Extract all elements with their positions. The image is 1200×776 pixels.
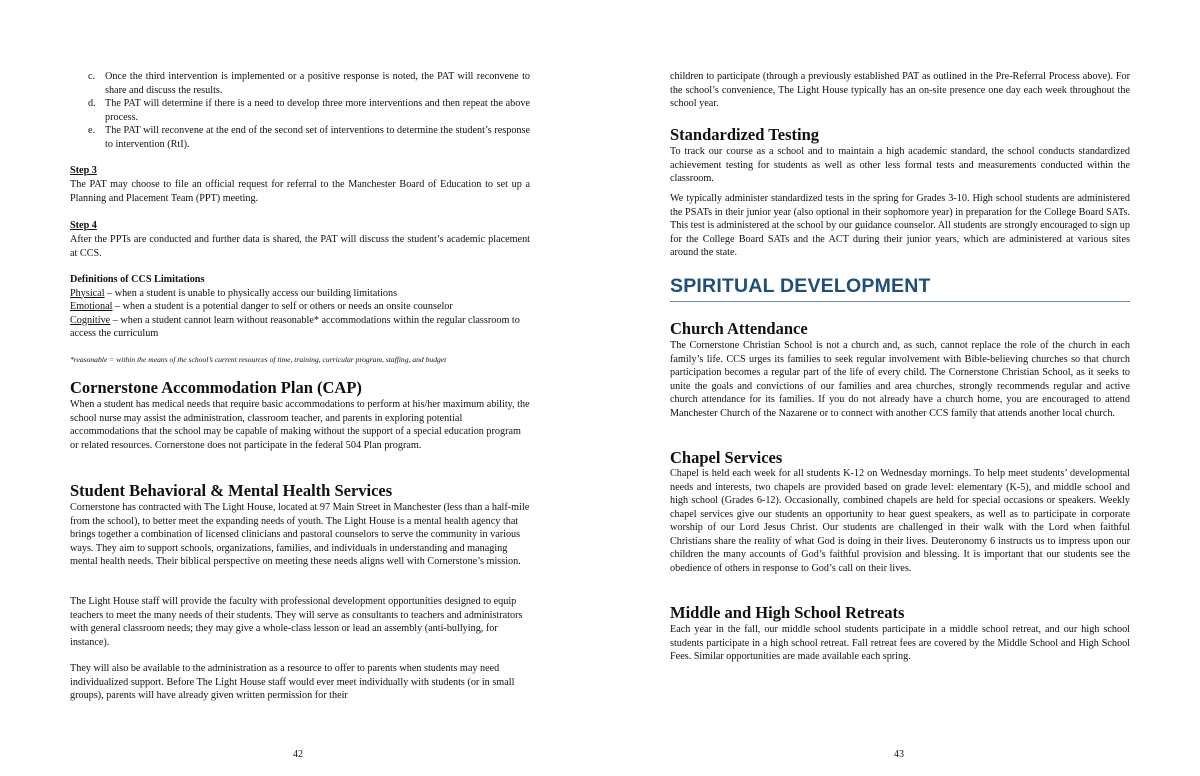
retreats-text: Each year in the fall, our middle school students participate in a middle school retreat, and our high school students participate in a high school retreat. Fall retreat fees are covered by the Middle School and High School Fees. Similar opportunities are made available each spring. (670, 624, 1130, 662)
right-page-lower (600, 0, 1200, 776)
list-item (70, 70, 530, 97)
testing-paragraph-2: We typically administer standardized tests in the spring for Grades 3-10. High school students are administered the PSATs in their junior year (also optional in their sophomore year) in preparation for the College Board SATs. This test is administered at the school by our guidance counselor. All students are strongly encouraged to sign up for the College Board SATs and the ACT during their junior years, which are administered at various sites around the state. (670, 193, 1130, 258)
cognitive-text: – when a student cannot learn without reasonable* accommodations within the regular classroom to access the curriculum (70, 314, 520, 339)
page-number: 42 (293, 749, 303, 760)
list-text: The PAT will reconvene at the end of the second set of interventions to determine the student’s response to intervention (RtI). (105, 125, 530, 150)
continued-text: children to participate (through a previously established PAT as outlined in the Pre-Referral Process above). For the school’s convenience, The Light House typically has an on-site presence one day each week throughout the school year. (670, 71, 1130, 109)
list-item (70, 97, 530, 124)
step3-heading: Step 3 (70, 165, 97, 176)
page-number: 43 (894, 749, 904, 760)
list-marker: d. (88, 98, 96, 109)
church-heading: Church Attendance (670, 319, 808, 338)
list-item (70, 124, 530, 151)
step4-heading: Step 4 (70, 220, 97, 231)
cap-heading: Cornerstone Accommodation Plan (CAP) (70, 378, 362, 397)
term-physical: Physical (70, 287, 105, 299)
cap-text: When a student has medical needs that require basic accommodations to perform at his/her maximum ability, the school nurse may assist the administration, classroom teacher, and parents in exploring potential accommodations that the school may be capable of making without the support of a special education program or related resources. Cornerstone does not participate in the federal 504 Plan program. (70, 399, 530, 451)
footnote: *reasonable = within the means of the school’s current resources of time, training, curricular program, staffing, and budget (70, 355, 447, 364)
sbmh-paragraph-3: They will also be available to the administration as a resource to offer to parents when students may need individualized support. Before The Light House staff would ever meet individually with students (or in small groups), parents will have already given written permission for their (70, 663, 515, 701)
list-marker: e. (88, 125, 96, 136)
definitions-title: Definitions of CCS Limitations (70, 274, 205, 285)
sbmh-paragraph-1: Cornerstone has contracted with The Light House, located at 97 Main Street in Manchester (less than a half-mile from the school), to better meet the expanding needs of youth. The Light House is a mental health agency that brings together a combination of licensed clinicians and pastoral counselors to serve the community in various ways. They aim to support schools, organizations, families, and individuals in understanding and managing mental health needs. Their biblical perspective on meeting these needs aligns well with Cornerstone’s mission. (70, 502, 530, 567)
definitions-block (70, 273, 530, 341)
definition-physical (70, 287, 530, 301)
list-text: The PAT will determine if there is a need to develop three more interventions and then repeat the above process. (105, 98, 530, 123)
sbmh-paragraph-2: The Light House staff will provide the faculty with professional development opportunities designed to equip teachers to meet the many needs of their students. They will serve as consultants to teachers and administrators with general classroom needs; they may give a whole-class lesson or lead an assembly (anti-bullying, for instance). (70, 596, 523, 648)
list-text: Once the third intervention is implemented or a positive response is noted, the PAT will reconvene to share and discuss the results. (105, 71, 530, 96)
list-marker: c. (88, 71, 96, 82)
sbmh-heading: Student Behavioral & Mental Health Services (70, 481, 393, 500)
definition-cognitive (70, 314, 530, 341)
term-cognitive: Cognitive (70, 314, 111, 326)
definition-emotional (70, 300, 530, 314)
emotional-text: – when a student is a potential danger to self or others or needs an onsite counselor (112, 301, 453, 312)
testing-paragraph-1: To track our course as a school and to maintain a high academic standard, the school conducts standardized achievement testing for students as well as other less formal tests and measurements conducted within the classroom. (670, 146, 1130, 184)
physical-text: – when a student is unable to physically access our building limitations (104, 287, 398, 299)
retreats-heading: Middle and High School Retreats (670, 603, 905, 622)
section-title: SPIRITUAL DEVELOPMENT (670, 275, 931, 297)
chapel-text: Chapel is held each week for all students K-12 on Wednesday mornings. To help meet students’ developmental needs and interests, two chapels are provided based on grade level: elementary (K-5), and middle school and high school (Grades 6-12). Occasionally, combined chapels are held for special occasions or speakers. Weekly chapel services give our students an opportunity to hear guest speakers, as well as to participate in corporate worship of our Lord Jesus Christ. Our students are challenged in their walk with the Lord when faithful Christians share the reality of what God is doing in their lives. Deuteronomy 6 instructs us to impress upon our children the many accounts of God’s faithful provision and blessing. It is important that our students see the obedience of others in response to God’s call on their lives. (670, 468, 1130, 574)
term-emotional: Emotional (70, 301, 113, 312)
church-text: The Cornerstone Christian School is not a church and, as such, cannot replace the role of the church in each family’s life. CCS urges its families to seek regular involvement with Bible-believing churches so that church participation becomes a regular part of the life of every child. The Cornerstone Christian School, as it seeks to unite the goals and convictions of our families and area churches, strongly recommends regular and active church attendance for its families. If you do not already have a church home, you are encouraged to attend Manchester Church of the Nazarene or to connect with another CCS family that attends another local church. (670, 340, 1130, 419)
testing-heading: Standardized Testing (670, 125, 819, 144)
step4-text: After the PPTs are conducted and further data is shared, the PAT will discuss the student’s academic placement at CCS. (70, 234, 530, 259)
step3-text: The PAT may choose to file an official request for referral to the Manchester Board of Education to set up a Planning and Placement Team (PPT) meeting. (70, 179, 530, 204)
chapel-heading: Chapel Services (670, 448, 783, 467)
